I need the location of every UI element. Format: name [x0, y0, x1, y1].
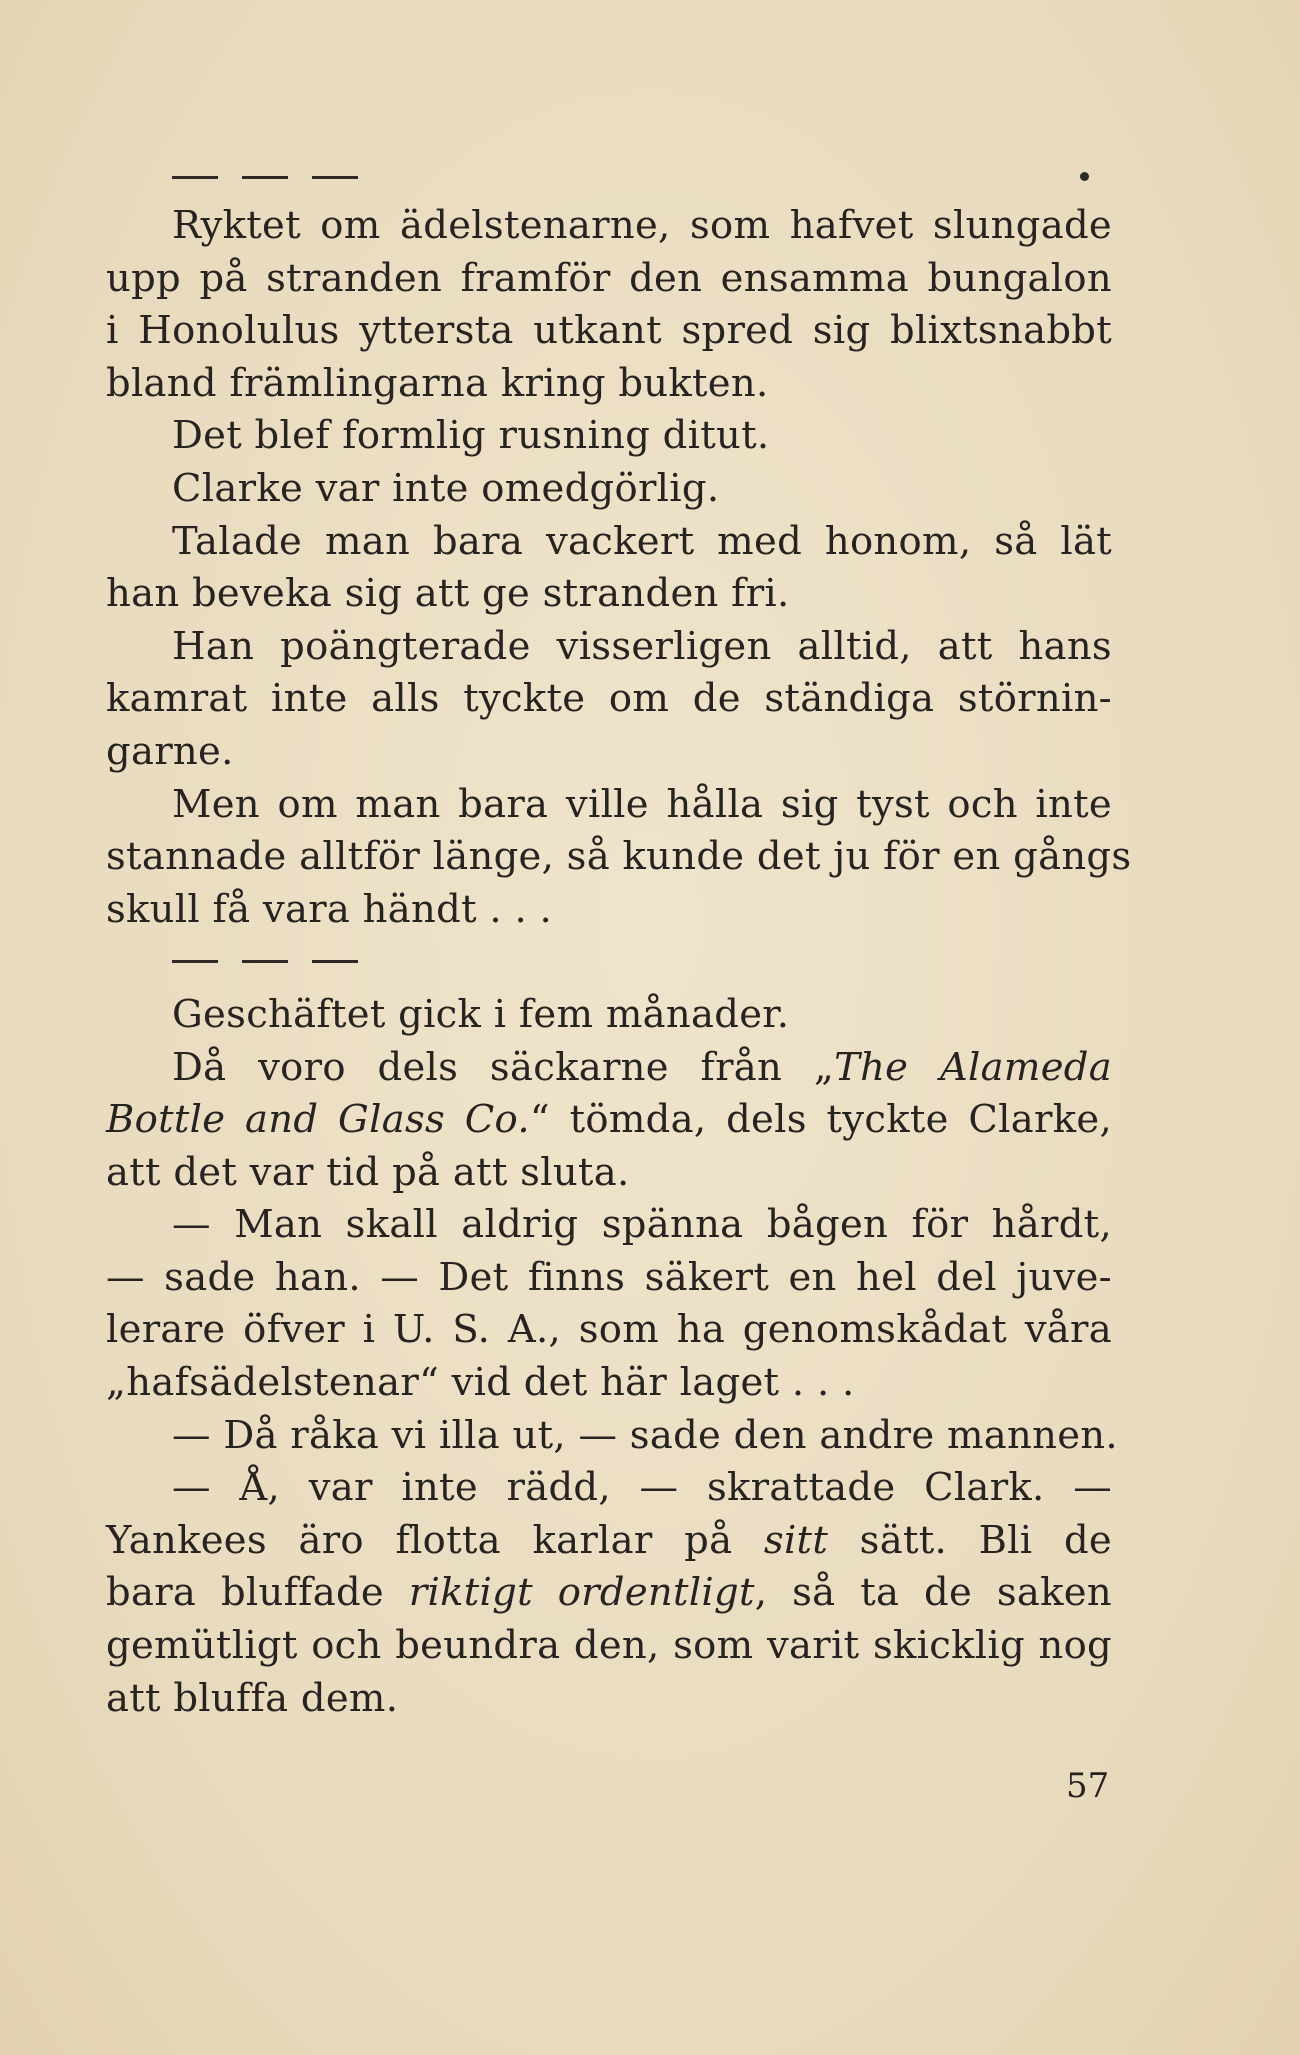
text-line: kamrat inte alls tyckte om de ständiga störnin-: [106, 676, 1112, 722]
text-line: lerare öfver i U. S. A., som ha genomskådat våra: [106, 1307, 1112, 1353]
text-span: , så ta de saken: [754, 1570, 1112, 1616]
text-line: skull få vara händt . . .: [106, 886, 553, 932]
text-line: Han poängterade visserligen alltid, att hans: [172, 623, 1112, 669]
section-separator: [106, 936, 1112, 989]
text-line: Talade man bara vackert med honom, så lät: [172, 518, 1112, 564]
italic-text: sitt: [763, 1517, 829, 1563]
italic-text: riktigt ordentligt: [408, 1570, 755, 1616]
text-line: — Då råka vi illa ut, — sade den andre mannen.: [172, 1412, 1118, 1458]
text-line: stannade alltför länge, så kunde det ju för en gångs: [106, 834, 1132, 880]
page-number: 57: [1066, 1766, 1110, 1806]
text-span: sätt. Bli de: [828, 1517, 1112, 1563]
separator-dash: [242, 176, 288, 179]
text-line: [106, 1094, 1112, 1147]
text-line: — sade han. — Det finns säkert en hel del juve-: [106, 1254, 1112, 1300]
text-line: i Honolulus yttersta utkant spred sig blixtsnabbt: [106, 308, 1112, 354]
text-line: [106, 1567, 1112, 1620]
separator-dash: [312, 176, 358, 179]
text-line: Geschäftet gick i fem månader.: [172, 991, 790, 1037]
text-line: Ryktet om ädelstenarne, som hafvet slungade: [172, 203, 1112, 248]
text-span: “ tömda, dels tyckte Clarke,: [529, 1097, 1112, 1143]
text-line: [106, 1515, 1112, 1568]
italic-text: The Alameda: [834, 1044, 1113, 1090]
body-text: [106, 200, 1132, 1725]
text-line: att det var tid på att sluta.: [106, 1149, 630, 1195]
text-line: upp på stranden framför den ensamma bungalon: [106, 255, 1112, 301]
separator-dash: [172, 960, 218, 963]
text-line: — Man skall aldrig spänna bågen för hårdt,: [172, 1202, 1112, 1248]
text-line: — Å, var inte rädd, — skrattade Clark. —: [172, 1465, 1112, 1511]
text-span: Då voro dels säckarne från „: [172, 1044, 835, 1090]
italic-text: Bottle and Glass Co.: [106, 1097, 530, 1143]
text-span: bara bluffade: [106, 1570, 409, 1616]
text-line: [106, 1042, 1112, 1095]
text-line: „hafsädelstenar“ vid det här laget . . .: [106, 1360, 855, 1406]
text-span: Yankees äro flotta karlar på: [106, 1517, 764, 1563]
text-line: Clarke var inte omedgörlig.: [172, 465, 720, 511]
separator-dash: [312, 960, 358, 963]
text-line: garne.: [106, 728, 234, 774]
text-line: gemütligt och beundra den, som varit skicklig nog: [106, 1623, 1112, 1669]
text-line: Det blef formlig rusning ditut.: [172, 413, 770, 459]
text-line: Men om man bara ville hålla sig tyst och inte: [172, 781, 1112, 827]
section-separator-top: [172, 176, 358, 179]
text-line: bland främlingarna kring bukten.: [106, 360, 769, 406]
text-line: att bluffa dem.: [106, 1675, 399, 1721]
separator-dash: [242, 960, 288, 963]
ink-dot: [1080, 172, 1089, 181]
text-line: han beveka sig att ge stranden fri.: [106, 571, 790, 617]
separator-dash: [172, 176, 218, 179]
